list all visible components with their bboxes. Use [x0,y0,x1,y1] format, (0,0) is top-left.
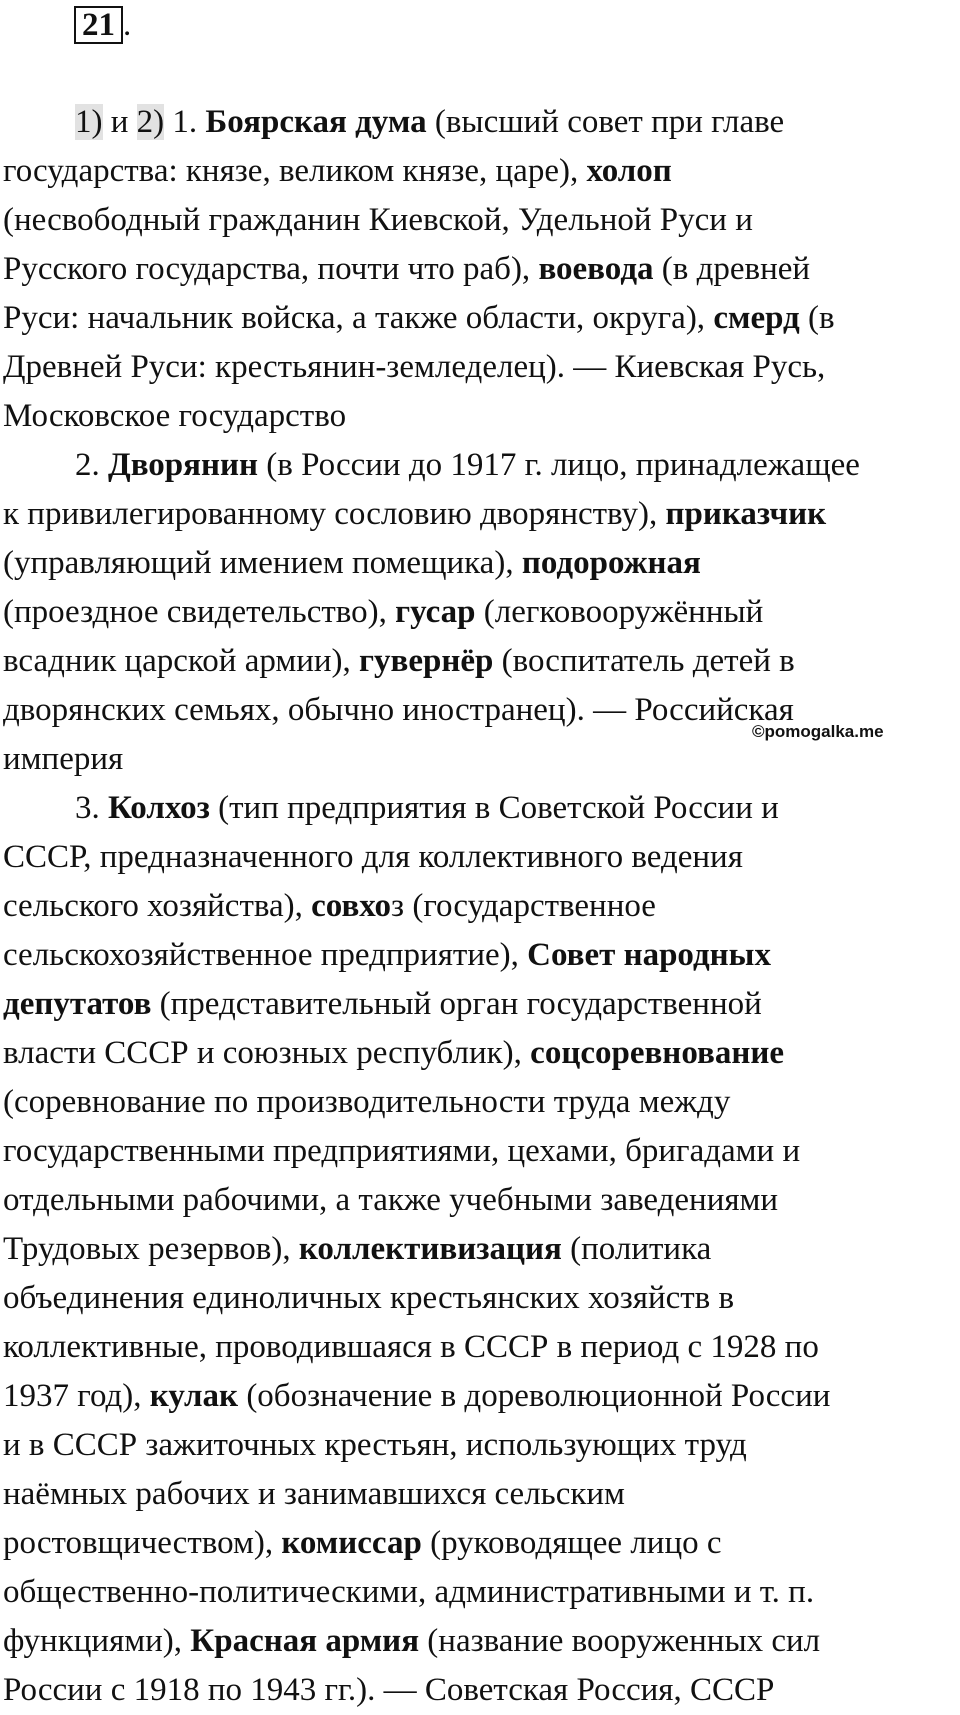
term: Боярская дума [205,104,427,140]
text-line: сельскохозяйственное предприятие), Совет народных [3,937,771,973]
text-line: империя [3,741,124,777]
text-line: объединения единоличных крестьянских хозяйств в [3,1280,735,1316]
text-line: 2. Дворянин (в России до 1917 г. лицо, принадлежащее [75,447,860,483]
term: Колхоз [108,790,210,826]
text-line: Московское государство [3,398,347,434]
text-line: (соревнование по производительности труда между [3,1084,731,1120]
text-line: 1937 год), кулак (обозначение в дореволюционной России [3,1378,831,1414]
text-line: дворянских семьях, обычно иностранец). — Российская [3,692,794,728]
task-number-box: 21 [74,6,123,44]
term: совхо [311,888,392,924]
text-line: России с 1918 по 1943 гг.). — Советская Россия, СССР [3,1672,775,1708]
question-ref-1: 1) [75,104,103,140]
term: холоп [586,153,672,189]
text-line: государства: князе, великом князе, царе), холоп [3,153,672,189]
text-line: наёмных рабочих и занимавшихся сельским [3,1476,625,1512]
term: гусар [395,594,476,630]
text-line: (управляющий имением помещика), подорожная [3,545,701,581]
term: комиссар [281,1525,422,1561]
text-line: СССР, предназначенного для коллективного ведения [3,839,743,875]
text-line: функциями), Красная армия (название вооруженных сил [3,1623,821,1659]
text-line: 3. Колхоз (тип предприятия в Советской России и [75,790,779,826]
watermark: ©pomogalka.me [752,722,884,741]
text-line: сельского хозяйства), совхоз (государственное [3,888,656,924]
term: коллективизация [298,1231,562,1267]
text-line: 1) и 2) 1. Боярская дума (высший совет при главе [75,104,785,140]
text-line: Русского государства, почти что раб), воевода (в древней [3,251,811,287]
text-line: ростовщичеством), комиссар (руководящее лицо с [3,1525,722,1561]
term: подорожная [521,545,701,581]
text-line: Древней Руси: крестьянин-земледелец). — Киевская Русь, [3,349,826,385]
text-line: (проездное свидетельство), гусар (легковооружённый [3,594,764,630]
question-ref-2: 2) [136,104,165,140]
term: приказчик [665,496,827,532]
text-line: Руси: начальник войска, а также области, округа), смерд (в [3,300,835,336]
text-line: отдельными рабочими, а также учебными заведениями [3,1182,779,1218]
term: кулак [149,1378,239,1414]
term: Дворянин [108,447,259,483]
term: воевода [538,251,654,287]
text-line: власти СССР и союзных республик), соцсоревнование [3,1035,784,1071]
text-line: депутатов (представительный орган государственной [3,986,762,1022]
term: смерд [713,300,800,336]
answer-text [3,98,958,1715]
text-line: (несвободный гражданин Киевской, Удельной Руси и [3,202,753,238]
term: Совет народных [527,937,771,973]
text-line: к привилегированному сословию дворянству), приказчик [3,496,827,532]
text-line: коллективные, проводившаяся в СССР в период с 1928 по [3,1329,819,1365]
text-line: общественно-политическими, административными и т. п. [3,1574,815,1610]
task-number-dot: . [123,7,132,43]
text-line: всадник царской армии), гувернёр (воспитатель детей в [3,643,795,679]
term: Красная армия [190,1623,420,1659]
text-line: Трудовых резервов), коллективизация (политика [3,1231,712,1267]
text-line: и в СССР зажиточных крестьян, использующих труд [3,1427,747,1463]
task-number [74,6,131,44]
term: депутатов [3,986,152,1022]
text-line: государственными предприятиями, цехами, бригадами и [3,1133,801,1169]
term: гувернёр [359,643,494,679]
term: соцсоревнование [530,1035,784,1071]
